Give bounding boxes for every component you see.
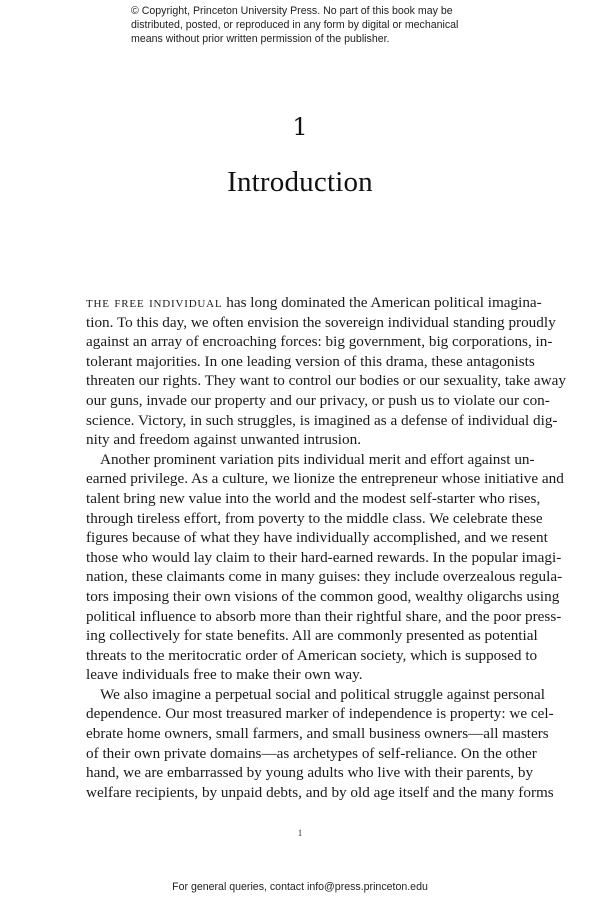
body-line: ing collectively for state benefits. All are commonly presented as potential bbox=[86, 627, 538, 645]
body-line: our guns, invade our property and our privacy, or push us to violate our con- bbox=[86, 391, 550, 409]
chapter-body bbox=[86, 293, 566, 802]
body-line: welfare recipients, by unpaid debts, and by old age itself and the many forms bbox=[86, 783, 554, 801]
body-line: figures because of what they have individually accomplished, and we resent bbox=[86, 529, 548, 547]
lead-in-smallcaps: the free individual bbox=[86, 294, 223, 311]
body-line: Another prominent variation pits individual merit and effort against un- bbox=[100, 450, 535, 468]
body-line: dependence. Our most treasured marker of independence is property: we cel- bbox=[86, 705, 554, 723]
copyright-line: distributed, posted, or reproduced in any form by digital or mechanical bbox=[131, 19, 459, 31]
body-line: tion. To this day, we often envision the sovereign individual standing proudly bbox=[86, 313, 556, 331]
body-line: threaten our rights. They want to control our bodies or our sexuality, take away bbox=[86, 372, 566, 390]
body-line: ebrate home owners, small farmers, and small business owners—all masters bbox=[86, 725, 549, 743]
body-line: talent bring new value into the world and the modest self-starter who rises, bbox=[86, 489, 541, 507]
body-line: tors imposing their own visions of the common good, wealthy oligarchs using bbox=[86, 587, 560, 605]
copyright-notice bbox=[131, 4, 491, 46]
body-line: hand, we are embarrassed by young adults who live with their parents, by bbox=[86, 764, 534, 782]
body-line: threats to the meritocratic order of American society, which is supposed to bbox=[86, 646, 538, 664]
body-line: through tireless effort, from poverty to the middle class. We celebrate these bbox=[86, 509, 543, 527]
body-line: nity and freedom against unwanted intrusion. bbox=[86, 431, 361, 449]
body-line: political influence to absorb more than their rightful share, and the poor press- bbox=[86, 607, 562, 625]
page-number: 1 bbox=[297, 828, 303, 838]
chapter-title: Introduction bbox=[227, 166, 373, 198]
body-line: against an array of encroaching forces: big government, big corporations, in- bbox=[86, 333, 553, 351]
body-line: of their own private domains—as archetypes of self-reliance. On the other bbox=[86, 744, 537, 762]
contact-footer: For general queries, contact info@press.princeton.edu bbox=[172, 881, 428, 893]
chapter-number: 1 bbox=[292, 113, 308, 141]
body-line: the free individual has long dominated the American political imagina- bbox=[86, 294, 542, 311]
copyright-line: © Copyright, Princeton University Press. No part of this book may be bbox=[131, 5, 453, 17]
body-line: nation, these claimants come in many guises: they include overzealous regula- bbox=[86, 568, 563, 586]
body-line: We also imagine a perpetual social and political struggle against personal bbox=[100, 685, 545, 703]
body-line: science. Victory, in such struggles, is imagined as a defense of individual dig- bbox=[86, 411, 558, 429]
body-line: leave individuals free to make their own way. bbox=[86, 666, 363, 684]
body-line: tolerant majorities. In one leading version of this drama, these antagonists bbox=[86, 352, 535, 370]
body-line: earned privilege. As a culture, we lionize the entrepreneur whose initiative and bbox=[86, 470, 564, 488]
copyright-line: means without prior written permission of the publisher. bbox=[131, 33, 390, 45]
body-line: those who would lay claim to their hard-earned rewards. In the popular imagi- bbox=[86, 548, 562, 566]
